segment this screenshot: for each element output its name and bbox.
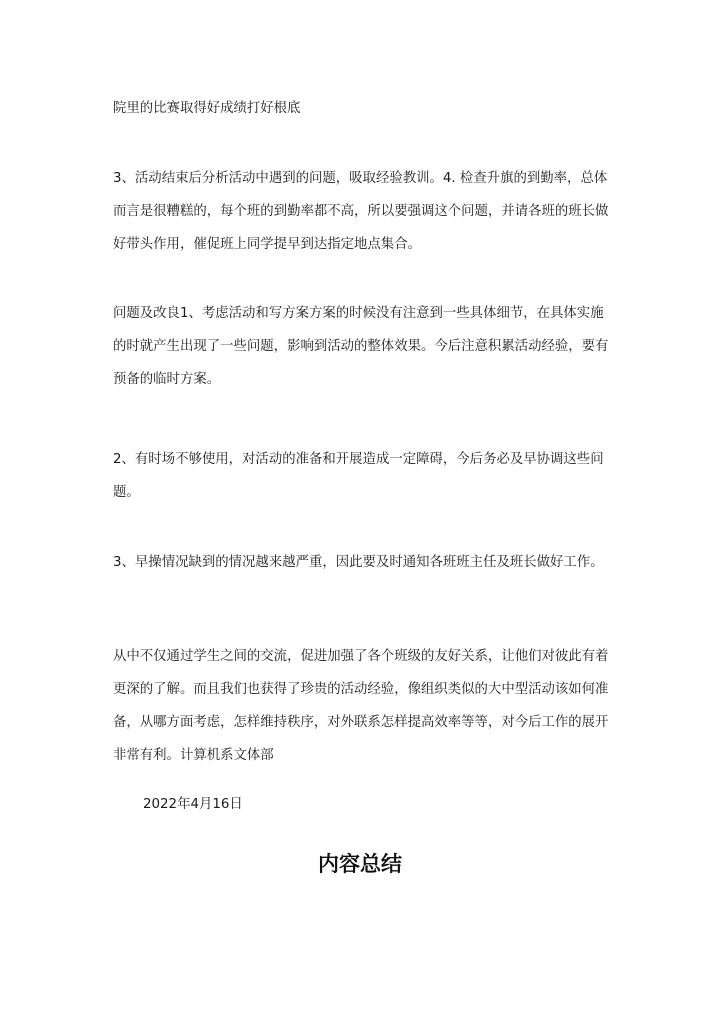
summary-heading: 内容总结 <box>318 851 402 876</box>
paragraph-4: 2、有时场不够使用，对活动的准备和开展造成一定障碍，今后务必及早协调这些问题。 <box>113 452 604 500</box>
paragraph-5: 3、早操情况缺到的情况越来越严重，因此要及时通知各班班主任及班长做好工作。 <box>113 555 604 570</box>
paragraph-1: 院里的比赛取得好成绩打好根底 <box>113 101 301 116</box>
paragraph-2: 3、活动结束后分析活动中遇到的问题，吸取经验教训。4. 检查升旗的到勤率，总体而言是很糟糕的，每个班的到勤率都不高，所以要强调这个问题，并请各班的班长做好带头作用，催促班上同学提早到达指定地点集合。 <box>113 171 609 252</box>
paragraph-6: 从中不仅通过学生之间的交流，促进加强了各个班级的友好关系，让他们对彼此有着更深的了解。而且我们也获得了珍贵的活动经验，像组织类似的大中型活动该如何准备，从哪方面考虑，怎样维持秩序，对外联系怎样提高效率等等，对今后工作的展开非常有利。计算机系文体部 <box>113 649 609 763</box>
date-line: 2022年4月16日 <box>143 797 243 812</box>
paragraph-3: 问题及改良1、考虑活动和写方案方案的时候没有注意到一些具体细节，在具体实施的时就产生出现了一些问题，影响到活动的整体效果。今后注意积累活动经验，要有预备的临时方案。 <box>113 306 609 387</box>
